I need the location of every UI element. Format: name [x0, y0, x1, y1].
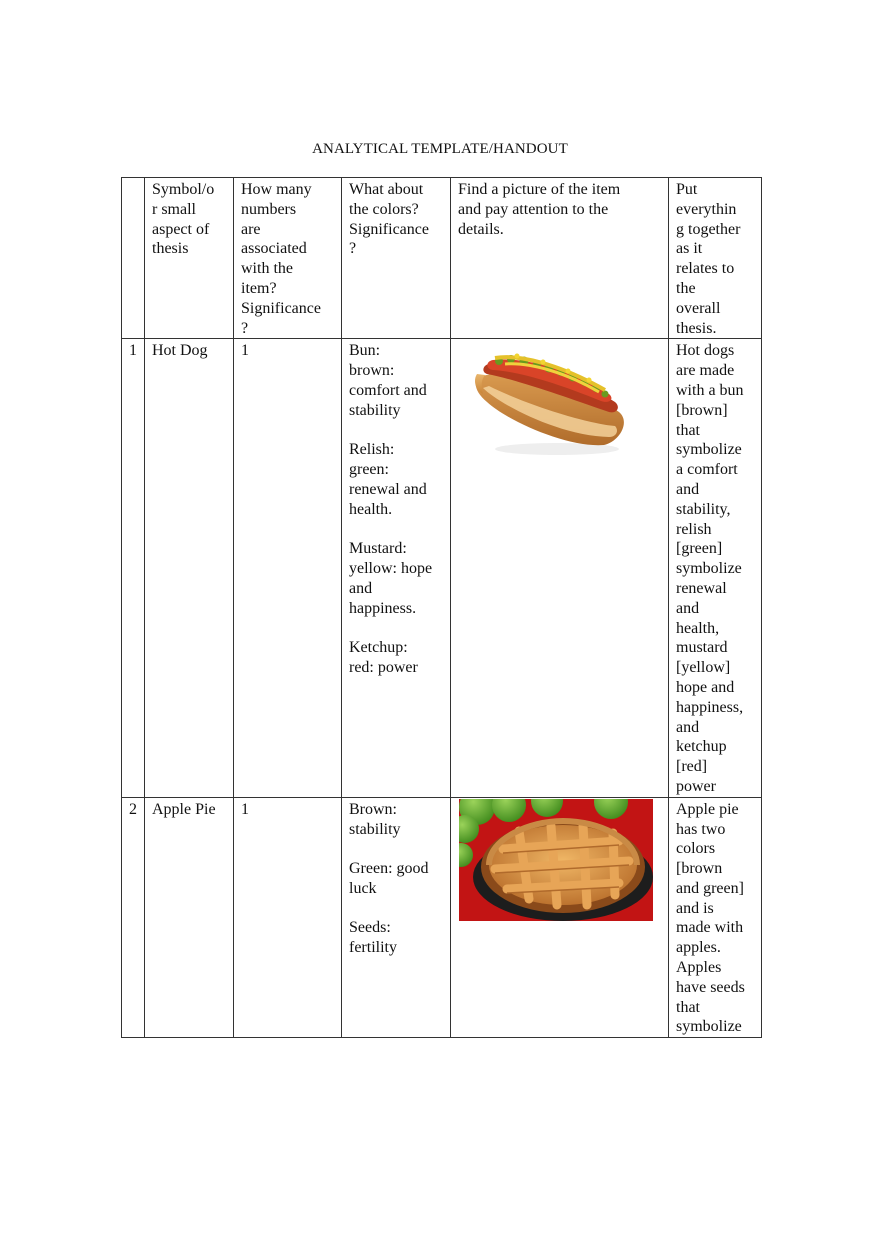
header-number-cell	[122, 178, 145, 339]
header-row	[122, 178, 762, 339]
header-numbers-cell: How many numbers are associated with the item? Significance ?	[234, 178, 342, 339]
hot-dog-picture	[469, 344, 639, 461]
apple-pie-picture	[459, 799, 653, 921]
header-colors-cell: What about the colors? Significance ?	[342, 178, 451, 339]
row-count: 1	[234, 339, 342, 797]
row-colors: Bun: brown: comfort and stability Relish: green: renewal and health. Mustard: yellow: hope and happiness. Ketchup: red: power	[342, 339, 451, 797]
table-row	[122, 797, 762, 1038]
header-symbol-cell: Symbol/o r small aspect of thesis	[145, 178, 234, 339]
document-title: ANALYTICAL TEMPLATE/HANDOUT	[312, 141, 568, 157]
table-row	[122, 339, 762, 797]
row-together: Hot dogs are made with a bun [brown] that symbolize a comfort and stability, relish [green] symbolize renewal and health, mustard [yellow] hope and happiness, and ketchup [red] power	[669, 339, 762, 797]
analysis-table	[121, 177, 762, 1038]
header-picture-cell: Find a picture of the item and pay attention to the details.	[451, 178, 669, 339]
row-picture	[451, 339, 669, 797]
row-symbol: Hot Dog	[145, 339, 234, 797]
row-number: 1	[122, 339, 145, 797]
row-number: 2	[122, 797, 145, 1038]
row-together: Apple pie has two colors [brown and green] and is made with apples. Apples have seeds that symbolize	[669, 797, 762, 1038]
row-picture	[451, 797, 669, 1038]
row-count: 1	[234, 797, 342, 1038]
header-together-cell: Put everythin g together as it relates to the overall thesis.	[669, 178, 762, 339]
row-colors: Brown: stability Green: good luck Seeds: fertility	[342, 797, 451, 1038]
row-symbol: Apple Pie	[145, 797, 234, 1038]
